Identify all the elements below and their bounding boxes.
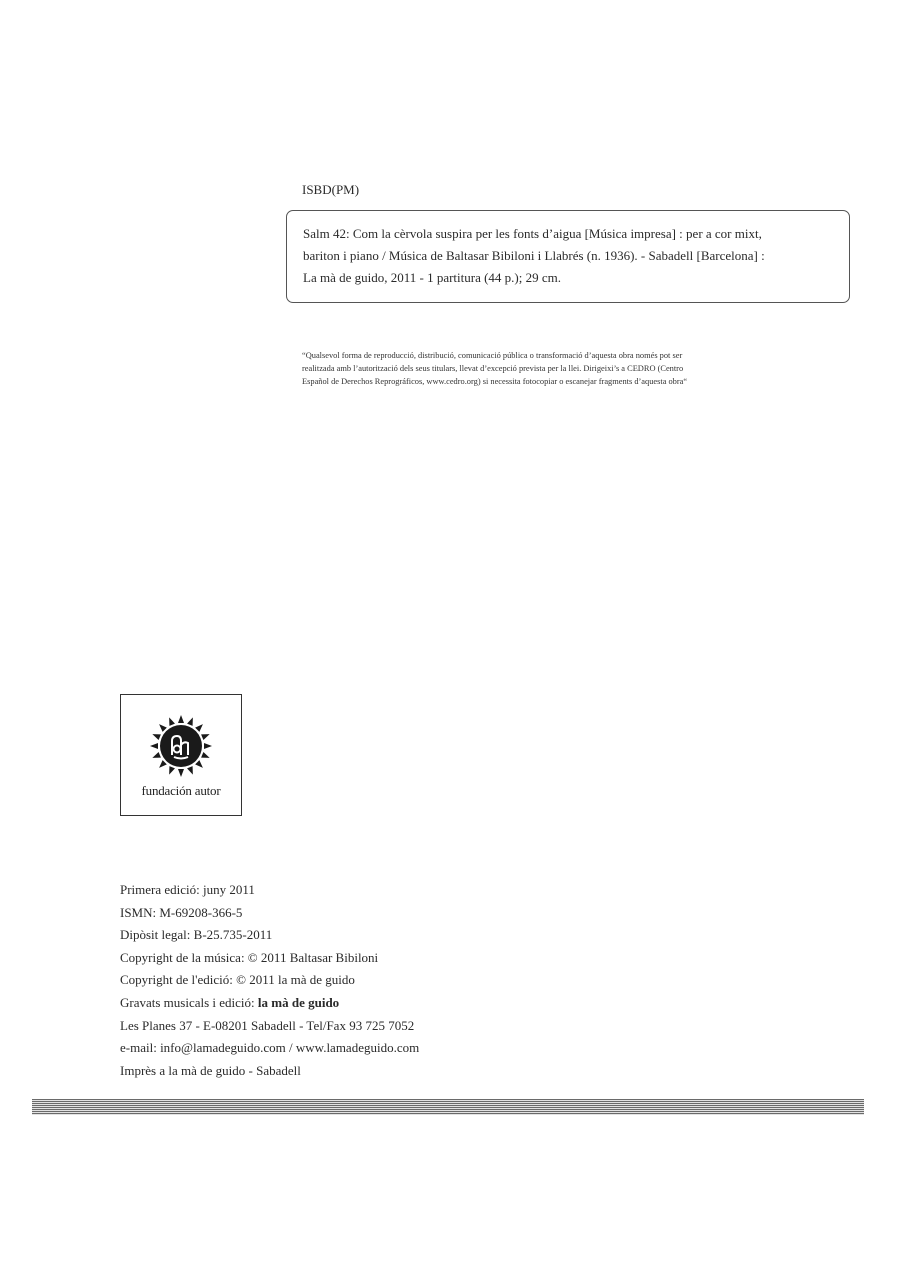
- rights-line: Español de Derechos Reprográficos, www.cedro.org) si necessita fotocopiar o escanejar fragments d’aquesta obra“: [302, 377, 688, 386]
- printed-by: Imprès a la mà de guido - Sabadell: [120, 1062, 301, 1078]
- decorative-rule: [32, 1099, 864, 1115]
- imprint-block: [120, 879, 419, 1082]
- engraving-line: [120, 992, 419, 1015]
- engraving-prefix: Gravats musicals i edició:: [120, 994, 258, 1010]
- isbd-label: ISBD(PM): [302, 182, 360, 197]
- contact: e-mail: info@lamadeguido.com / www.lamadeguido.com: [120, 1040, 420, 1056]
- isbd-line: bariton i piano / Música de Baltasar Bibiloni i Llabrés (n. 1936). - Sabadell [Barcelona] :: [303, 248, 765, 263]
- rights-line: realitzada amb l’autorització dels seus titulars, llevat d’excepció prevista per la llei. Dirigeixi’s a CEDRO (Centro: [302, 364, 684, 373]
- isbd-catalog-record: [286, 210, 850, 303]
- isbd-line: Salm 42: Com la cèrvola suspira per les fonts d’aigua [Música impresa] : per a cor mixt,: [303, 226, 762, 241]
- rights-line: “Qualsevol forma de reproducció, distribució, comunicació pública o transformació d’aquesta obra només pot ser: [302, 351, 683, 360]
- first-edition: Primera edició: juny 2011: [120, 882, 255, 897]
- copyright-music: Copyright de la música: © 2011 Baltasar Bibiloni: [120, 949, 379, 965]
- fundacion-autor-logo: [120, 694, 242, 816]
- isbd-line: La mà de guido, 2011 - 1 partitura (44 p.); 29 cm.: [303, 270, 562, 285]
- address: Les Planes 37 - E-08201 Sabadell - Tel/Fax 93 725 7052: [120, 1017, 415, 1033]
- sun-emblem-icon: [148, 713, 214, 779]
- legal-deposit: Dipòsit legal: B-25.735-2011: [120, 927, 273, 943]
- publisher-name: la mà de guido: [257, 994, 340, 1010]
- copyright-edition: Copyright de l'edició: © 2011 la mà de guido: [120, 972, 355, 988]
- logo-caption: fundación autor: [141, 783, 221, 798]
- rights-notice: [302, 349, 850, 388]
- ismn: ISMN: M-69208-366-5: [120, 904, 243, 920]
